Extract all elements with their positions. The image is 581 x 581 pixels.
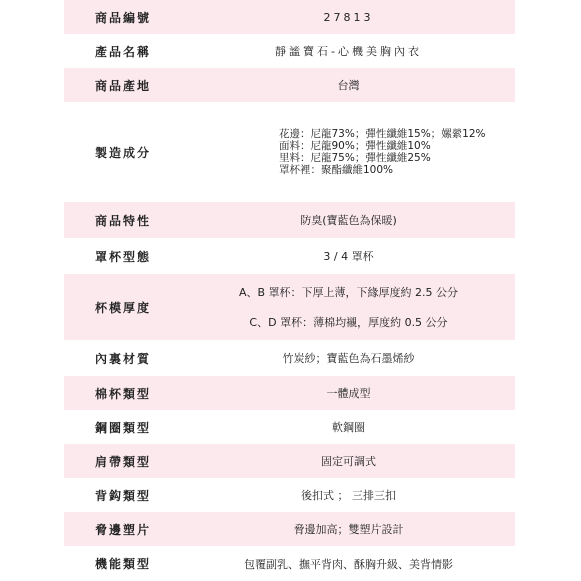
spec-row-origin: [64, 68, 515, 102]
spec-label: 肩帶類型: [64, 444, 182, 478]
thickness-line: C、D 罩杯：薄棉均襯，厚度約 0.5 公分: [249, 316, 448, 329]
spec-label: 商品產地: [64, 68, 182, 102]
spec-row-product-name: [64, 34, 515, 68]
spec-label: 商品編號: [64, 0, 182, 34]
spec-label: 機能類型: [64, 546, 182, 581]
spec-row-cup-thickness: [64, 274, 515, 340]
spec-value: 靜謐寶石-心機美胸內衣: [182, 34, 515, 68]
spec-value: 竹炭紗；寶藍色為石墨烯紗: [182, 340, 515, 376]
spec-label: 鋼圈類型: [64, 410, 182, 444]
spec-label: 罩杯型態: [64, 238, 182, 274]
spec-value: 一體成型: [182, 376, 515, 410]
spec-label: 產品名稱: [64, 34, 182, 68]
spec-row-side-boning: [64, 512, 515, 546]
spec-value: 脅邊加高；雙塑片設計: [182, 512, 515, 546]
composition-line: 罩杯裡：聚酯纖維100%: [279, 164, 394, 176]
spec-row-lining-material: [64, 340, 515, 376]
spec-row-pad-type: [64, 376, 515, 410]
spec-row-function-type: [64, 546, 515, 581]
spec-label: 製造成分: [64, 102, 182, 202]
spec-value-lines: [182, 274, 515, 340]
spec-label: 內裏材質: [64, 340, 182, 376]
spec-value-lines: [182, 102, 515, 202]
spec-value: 防臭(寶藍色為保暖): [182, 202, 515, 238]
spec-row-strap-type: [64, 444, 515, 478]
spec-label: 杯模厚度: [64, 274, 182, 340]
spec-label: 商品特性: [64, 202, 182, 238]
spec-label: 脅邊塑片: [64, 512, 182, 546]
spec-value: 包覆副乳、撫平背肉、酥胸升級、美背情影: [182, 546, 515, 581]
spec-row-composition: [64, 102, 515, 202]
spec-row-product-number: [64, 0, 515, 34]
thickness-line: A、B 罩杯：下厚上薄，下緣厚度約 2.5 公分: [238, 286, 459, 299]
spec-row-cup-style: [64, 238, 515, 274]
spec-row-hook-type: [64, 478, 515, 512]
spec-value: 軟鋼圈: [182, 410, 515, 444]
spec-value: 固定可調式: [182, 444, 515, 478]
composition-line: 里料：尼龍75%；彈性纖維25%: [279, 152, 431, 164]
spec-row-feature: [64, 202, 515, 238]
spec-value: 台灣: [182, 68, 515, 102]
spec-row-wire-type: [64, 410, 515, 444]
spec-value: 後扣式 ； 三排三扣: [182, 478, 515, 512]
composition-line: 面料：尼龍90%；彈性纖維10%: [279, 140, 431, 152]
spec-value: 27813: [182, 0, 515, 34]
spec-label: 背鈎類型: [64, 478, 182, 512]
composition-line: 花邊：尼龍73%；彈性纖維15%；嫘縈12%: [279, 128, 486, 140]
spec-value: 3 / 4 罩杯: [182, 238, 515, 274]
spec-label: 棉杯類型: [64, 376, 182, 410]
